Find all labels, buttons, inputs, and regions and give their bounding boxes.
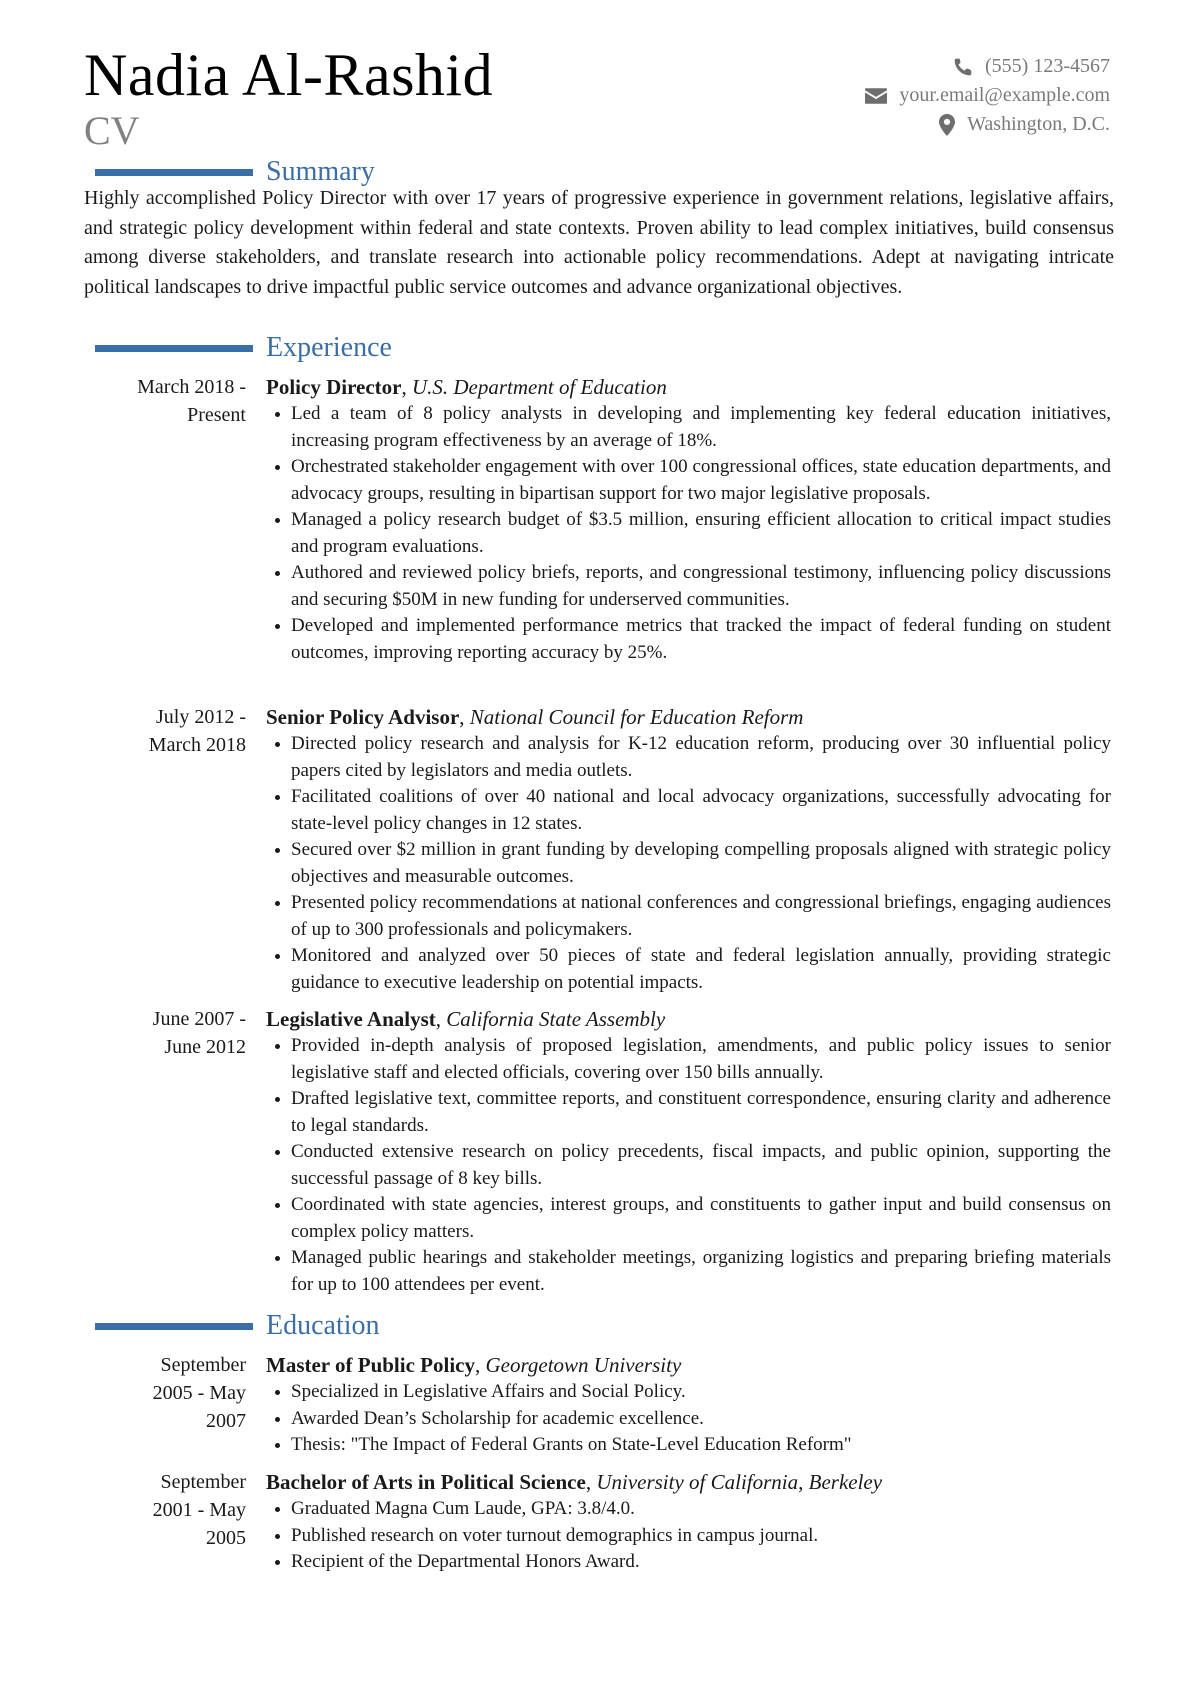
entry-title: Master of Public Policy, Georgetown University [266,1353,682,1377]
bullet-item: Published research on voter turnout demographics in campus journal. [266,1523,1111,1550]
job-title: Senior Policy Advisor [266,705,460,729]
degree: Master of Public Policy [266,1353,475,1377]
candidate-name: Nadia Al-Rashid [84,42,494,108]
contact-location [865,110,1110,139]
bullet-item: Conducted extensive research on policy precedents, fiscal impacts, and public opinion, supporting the successful passage of 8 key bills. [266,1139,1111,1192]
entry-date: July 2012 - March 2018 [148,706,246,756]
section-title: Summary [266,156,375,187]
institution: University of California, Berkeley [596,1470,883,1494]
bullet-item: Secured over $2 million in grant funding by developing compelling proposals aligned with strategic policy objectives and measurable outcomes. [266,837,1111,890]
section-bar [95,345,253,352]
bullet-item: Managed public hearings and stakeholder meetings, organizing logistics and preparing briefing materials for up to 100 attendees per event. [266,1245,1111,1298]
bullet-list [266,731,1111,996]
organization: California State Assembly [446,1007,666,1031]
section-heading-experience [95,330,392,366]
location-text: Washington, D.C. [967,113,1110,135]
job-title: Policy Director [266,375,402,399]
entry-body [266,703,1111,996]
summary-text: Highly accomplished Policy Director with over 17 years of progressive experience in government relations, legislative affairs, and strategic policy development within federal and state contexts. Proven ability to lead complex initiatives, build consensus among diverse stakeholders, and translate research into actionable policy recommendations. Adept at navigating intricate political landscapes to drive impactful public service outcomes and advance organizational objectives. [84,187,1114,298]
bullet-item: Drafted legislative text, committee reports, and constituent correspondence, ensuring clarity and adherence to legal standards. [266,1086,1111,1139]
envelope-icon [865,88,887,104]
bullet-item: Directed policy research and analysis for K-12 education reform, producing over 30 influential policy papers cited by legislators and media outlets. [266,731,1111,784]
bullet-list [266,1033,1111,1298]
phone-icon [953,57,973,77]
bullet-item: Authored and reviewed policy briefs, reports, and congressional testimony, influencing policy discussions and securing $50M in new funding for underserved communities. [266,560,1111,613]
bullet-item: Led a team of 8 policy analysts in developing and implementing key federal education initiatives, increasing program effectiveness by an average of 18%. [266,401,1111,454]
section-heading-education [95,1308,380,1344]
entry-body [266,373,1111,666]
section-bar [95,1323,253,1330]
section-bar [95,169,253,176]
bullet-list [266,1496,1111,1576]
bullet-item: Presented policy recommendations at national conferences and congressional briefings, engaging audiences of up to 300 professionals and policymakers. [266,890,1111,943]
entry-date: June 2007 - June 2012 [152,1008,246,1058]
entry-title: Bachelor of Arts in Political Science, University of California, Berkeley [266,1470,883,1494]
bullet-item: Recipient of the Departmental Honors Award. [266,1549,1111,1576]
bullet-item: Provided in-depth analysis of proposed legislation, amendments, and public policy issues to senior legislative staff and elected officials, covering over 150 bills annually. [266,1033,1111,1086]
section-title: Education [266,1310,380,1341]
bullet-item: Facilitated coalitions of over 40 national and local advocacy organizations, successfully advocating for state-level policy changes in 12 states. [266,784,1111,837]
entry-date: March 2018 - Present [137,376,246,426]
bullet-item: Developed and implemented performance metrics that tracked the impact of federal funding on student outcomes, improving reporting accuracy by 25%. [266,613,1111,666]
bullet-list [266,1379,1111,1459]
entry-date: September 2001 - May 2005 [152,1471,246,1549]
organization: U.S. Department of Education [411,375,667,399]
bullet-list [266,401,1111,666]
entry-body [266,1351,1111,1459]
bullet-item: Graduated Magna Cum Laude, GPA: 3.8/4.0. [266,1496,1111,1523]
email-address[interactable]: your.email@example.com [899,84,1110,106]
bullet-item: Managed a policy research budget of $3.5 million, ensuring efficient allocation to critical impact studies and program evaluations. [266,507,1111,560]
contact-info [865,52,1110,139]
entry-title: Policy Director, U.S. Department of Education [266,375,667,399]
entry-body [266,1005,1111,1298]
contact-email [865,81,1110,110]
section-title: Experience [266,332,392,363]
organization: National Council for Education Reform [469,705,804,729]
phone-number: (555) 123-4567 [985,55,1110,77]
bullet-item: Awarded Dean’s Scholarship for academic excellence. [266,1406,1111,1433]
entry-title: Senior Policy Advisor, National Council for Education Reform [266,705,804,729]
bullet-item: Specialized in Legislative Affairs and Social Policy. [266,1379,1111,1406]
map-marker-icon [939,114,955,136]
entry-body [266,1468,1111,1576]
entry-date: September 2005 - May 2007 [152,1354,246,1432]
contact-phone [865,52,1110,81]
entry-title: Legislative Analyst, California State Assembly [266,1007,666,1031]
degree: Bachelor of Arts in Political Science [266,1470,586,1494]
bullet-item: Monitored and analyzed over 50 pieces of state and federal legislation annually, providing strategic guidance to executive leadership on potential impacts. [266,943,1111,996]
bullet-item: Coordinated with state agencies, interest groups, and constituents to gather input and build consensus on complex policy matters. [266,1192,1111,1245]
job-title: Legislative Analyst [266,1007,436,1031]
bullet-item: Thesis: "The Impact of Federal Grants on State-Level Education Reform" [266,1432,1111,1459]
bullet-item: Orchestrated stakeholder engagement with over 100 congressional offices, state education departments, and advocacy groups, resulting in bipartisan support for two major legislative proposals. [266,454,1111,507]
document-subtitle: CV [84,108,140,153]
institution: Georgetown University [485,1353,682,1377]
